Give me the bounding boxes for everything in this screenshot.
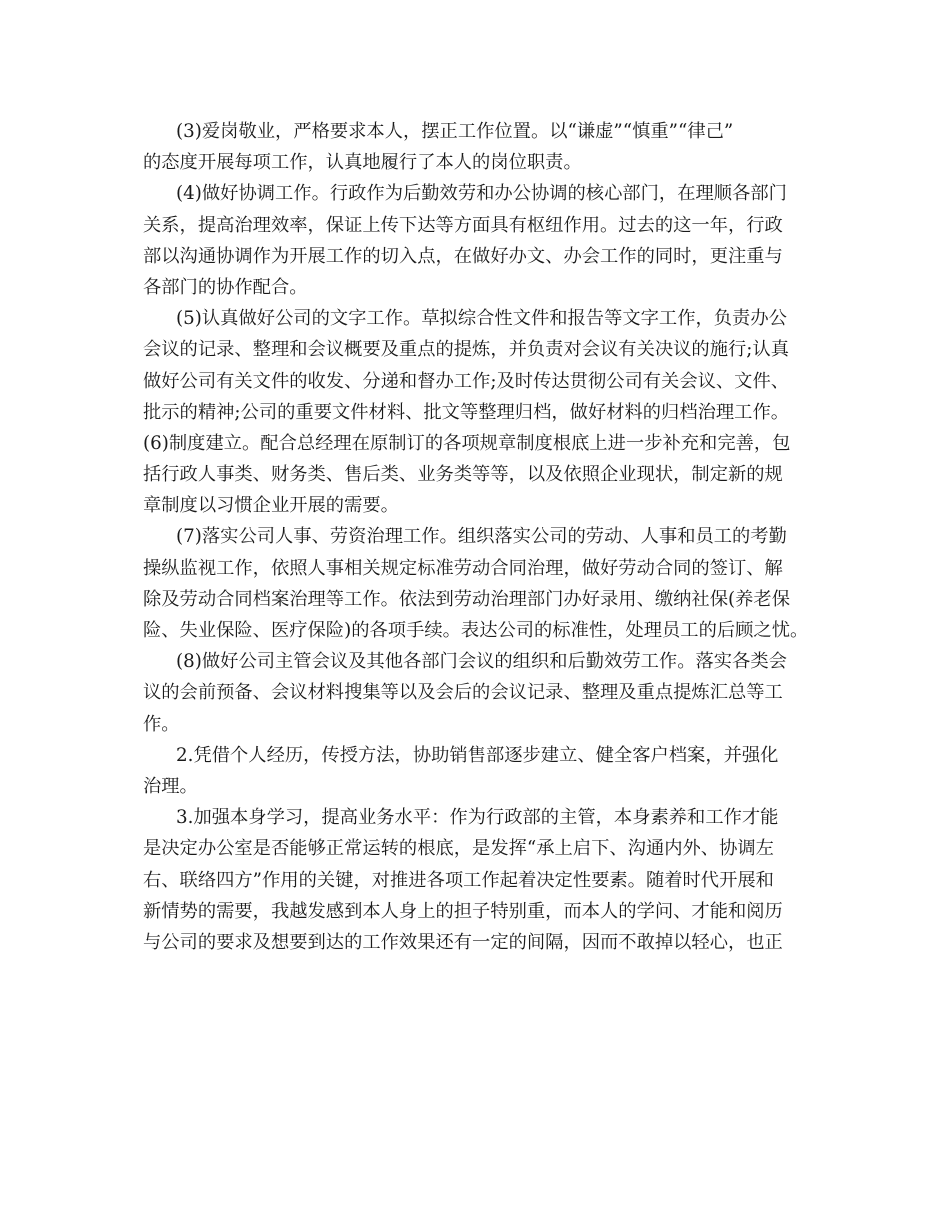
text-line: (6)制度建立。配合总经理在原制订的各项规章制度根底上进一步补充和完善，包 [143, 432, 791, 454]
text-line: 关系，提高治理效率，保证上传下达等方面具有枢纽作用。过去的这一年，行政 [143, 214, 783, 236]
paragraph-p7 [143, 521, 823, 646]
text-line: 部以沟通协调作为开展工作的切入点，在做好办文、办会工作的同时，更注重与 [143, 245, 783, 267]
text-line: (8)做好公司主管会议及其他各部门会议的组织和后勤效劳工作。落实各类会 [176, 651, 787, 673]
text-line: 的态度开展每项工作，认真地履行了本人的岗位职责。 [143, 152, 582, 174]
paragraph-s3 [143, 802, 823, 958]
text-line: (3)爱岗敬业，严格要求本人，摆正工作位置。以“谦虚”“慎重”“律己” [176, 121, 734, 142]
text-line: 2.凭借个人经历，传授方法，协助销售部逐步建立、健全客户档案，并强化 [176, 744, 779, 766]
text-line: 3.加强本身学习，提高业务水平：作为行政部的主管，本身素养和工作才能 [176, 807, 779, 829]
text-line: 括行政人事类、财务类、售后类、业务类等等，以及依照企业现状，制定新的规 [143, 464, 783, 486]
text-line: (4)做好协调工作。行政作为后勤效劳和办公协调的核心部门，在理顺各部门 [176, 183, 787, 205]
text-line: 险、失业保险、医疗保险)的各项手续。表达公司的标准性，处理员工的后顾之忧。 [143, 620, 809, 641]
paragraph-p3 [143, 116, 823, 178]
text-line: 作。 [143, 713, 180, 735]
text-line: 会议的记录、整理和会议概要及重点的提炼，并负责对会议有关决议的施行;认真 [143, 339, 790, 361]
text-line: 做好公司有关文件的收发、分递和督办工作;及时传达贯彻公司有关会议、文件、 [143, 370, 790, 392]
document-body [143, 116, 823, 958]
text-line: 批示的精神;公司的重要文件材料、批文等整理归档，做好材料的归档治理工作。 [143, 401, 790, 423]
text-line: 章制度以习惯企业开展的需要。 [143, 495, 399, 517]
paragraph-s2 [143, 740, 823, 802]
paragraph-p5 [143, 303, 823, 521]
text-line: (7)落实公司人事、劳资治理工作。组织落实公司的劳动、人事和员工的考勤 [176, 526, 787, 548]
paragraph-p8 [143, 646, 823, 740]
text-line: (5)认真做好公司的文字工作。草拟综合性文件和报告等文字工作，负责办公 [176, 308, 787, 330]
text-line: 新情势的需要，我越发感到本人身上的担子特别重，而本人的学问、才能和阅历 [143, 900, 783, 922]
text-line: 右、联络四方”作用的关键，对推进各项工作起着决定性要素。随着时代开展和 [143, 869, 774, 891]
text-line: 除及劳动合同档案治理等工作。依法到劳动治理部门办好录用、缴纳社保(养老保 [143, 588, 790, 610]
text-line: 是决定办公室是否能够正常运转的根底，是发挥“承上启下、沟通内外、协调左 [143, 838, 774, 860]
text-line: 治理。 [143, 775, 198, 797]
text-line: 议的会前预备、会议材料搜集等以及会后的会议记录、整理及重点提炼汇总等工 [143, 682, 783, 704]
text-line: 各部门的协作配合。 [143, 276, 308, 298]
paragraph-p4 [143, 178, 823, 303]
text-line: 与公司的要求及想要到达的工作效果还有一定的间隔，因而不敢掉以轻心，也正 [143, 931, 783, 953]
text-line: 操纵监视工作，依照人事相关规定标准劳动合同治理，做好劳动合同的签订、解 [143, 557, 783, 579]
